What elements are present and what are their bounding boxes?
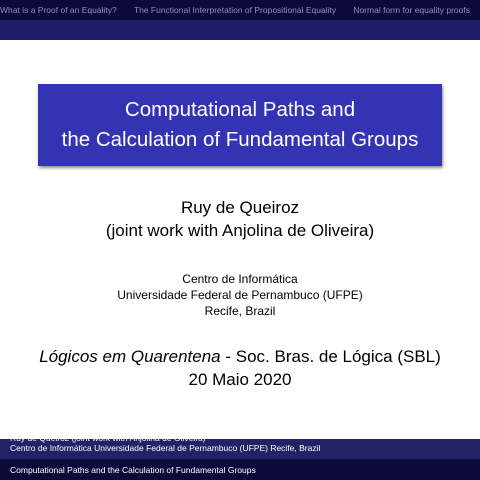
footer-title: Computational Paths and the Calculation of Fundamental Groups — [10, 464, 256, 475]
subsection-bar — [0, 20, 480, 40]
institute-line-3: Recife, Brazil — [204, 304, 276, 318]
institute-line-2: Universidade Federal de Pernambuco (UFPE) — [117, 288, 363, 302]
title-line-1: Computational Paths and — [124, 98, 356, 121]
nav-item-proof-of-equality[interactable]: What is a Proof of an Equality? — [0, 5, 117, 15]
footer-author: Ruy de Queiroz (joint work with Anjolina de Oliveira) — [10, 433, 206, 443]
event-block — [0, 345, 480, 391]
event-name — [0, 345, 480, 368]
footer-title-bar — [0, 459, 480, 480]
event-name-rest: - Soc. Bras. de Lógica (SBL) — [220, 347, 441, 366]
section-navigation — [0, 0, 480, 20]
author-joint: (joint work with Anjolina de Oliveira) — [105, 221, 375, 240]
event-date: 20 Maio 2020 — [188, 370, 292, 389]
event-name-italic: Lógicos em Quarentena — [39, 347, 221, 366]
title-box — [38, 84, 442, 166]
footer-author-bar — [0, 433, 480, 459]
nav-item-functional-interpretation[interactable]: The Functional Interpretation of Propositional Equality — [133, 5, 337, 15]
nav-item-normal-form[interactable]: Normal form for equality proofs — [353, 5, 470, 15]
footer-institute: Centro de Informática Universidade Federal de Pernambuco (UFPE) Recife, Brazil — [10, 443, 321, 453]
institute-block — [0, 271, 480, 319]
author-block — [0, 196, 480, 242]
institute-line-1: Centro de Informática — [182, 272, 298, 286]
author-name: Ruy de Queiroz — [180, 198, 300, 217]
title-line-2: the Calculation of Fundamental Groups — [61, 128, 419, 151]
